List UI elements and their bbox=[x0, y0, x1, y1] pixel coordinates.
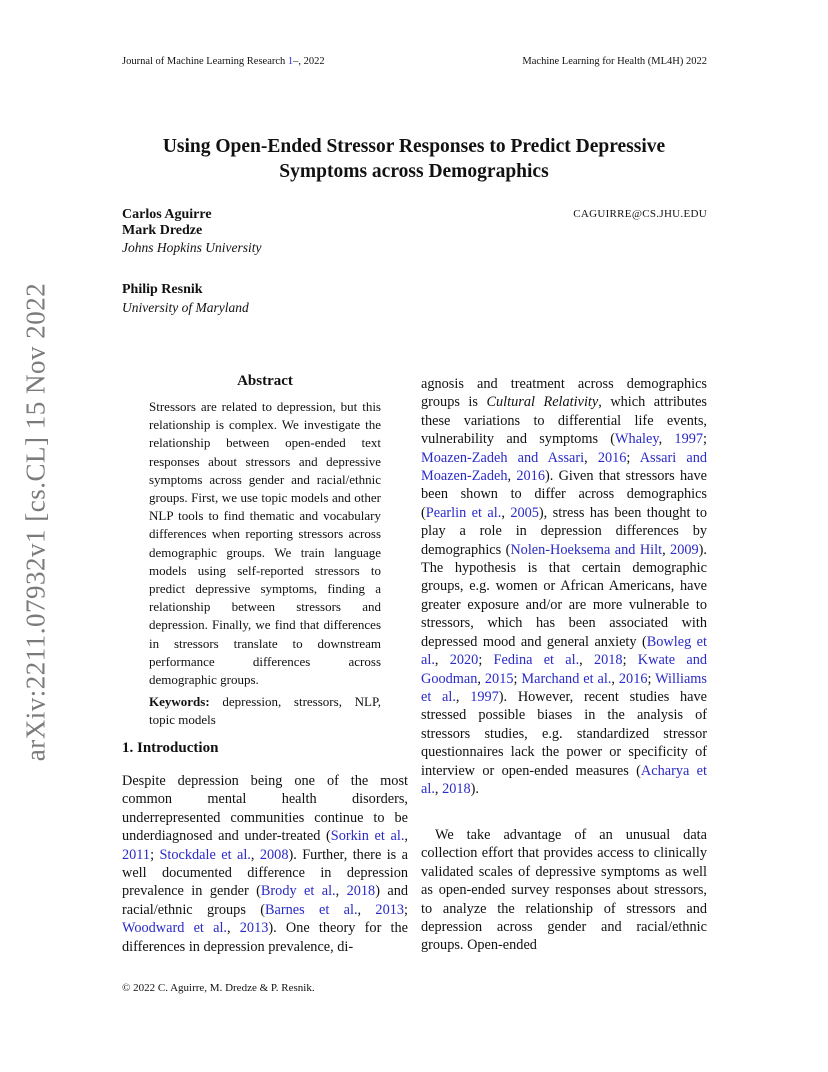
body-text: , bbox=[579, 652, 594, 669]
citation-link[interactable]: 2016 bbox=[516, 468, 545, 485]
body-text: ; bbox=[647, 670, 656, 687]
citation-link[interactable]: 2016 bbox=[618, 670, 648, 687]
keywords-list: depression, stressors, NLP, topic models bbox=[149, 694, 382, 728]
citation-link[interactable]: 2018 bbox=[442, 780, 471, 797]
citation-link[interactable]: Kwate and Goodman bbox=[421, 652, 707, 687]
citation-link[interactable]: 2008 bbox=[259, 846, 289, 863]
citation-link[interactable]: 2020 bbox=[449, 652, 479, 669]
citation-link[interactable]: 2011 bbox=[122, 846, 151, 863]
section-heading-introduction: 1. Introduction bbox=[122, 740, 219, 756]
citation-link[interactable]: Williams et al. bbox=[421, 670, 707, 705]
author-name: Philip Resnik bbox=[122, 282, 203, 297]
body-text: ; bbox=[703, 431, 707, 448]
keywords bbox=[149, 693, 381, 729]
abstract-heading: Abstract bbox=[237, 373, 293, 389]
citation-link[interactable]: Bowleg et al. bbox=[421, 633, 707, 669]
journal-year: –, 2022 bbox=[293, 56, 325, 67]
body-text: agnosis and treatment across demographics groups is bbox=[421, 376, 707, 411]
body-text: , bbox=[335, 883, 347, 900]
volume-link[interactable]: 1 bbox=[287, 56, 294, 67]
body-text: ; bbox=[404, 901, 408, 918]
body-text: Despite depression being one of the most common mental health disorders, underrepresented communities continue to be underdiagnosed and under-treated ( bbox=[122, 773, 408, 845]
citation-link[interactable]: Fedina et al. bbox=[493, 652, 580, 669]
citation-link[interactable]: 2009 bbox=[670, 541, 699, 558]
copyright-footer: © 2022 C. Aguirre, M. Dredze & P. Resnik. bbox=[122, 982, 315, 994]
intro-right-column-paragraph-2: We take advantage of an unusual data collection effort that provides access to clinically validated scales of depressive symptoms as well as open-ended survey responses about stressors, to analyze the relationship of stressors and depression across gender and racial/ethnic groups. Open-ended bbox=[421, 827, 707, 954]
abstract-text: Stressors are related to depression, but this relationship is complex. We investigate the relationship between open-ended text responses about stressors and depressive symptoms across gender and racial/ethnic groups. First, we use topic models and other NLP tools to find thematic and vocabulary differences when reporting stressors across demographic groups. We train language models using self-reported stressors to predict depressive symptoms, finding a relationship between stressors and depression. Finally, we find that differences in stressors translate to downstream performance differences across demographic groups. bbox=[149, 399, 381, 688]
citation-link[interactable]: Pearlin et al. bbox=[425, 504, 502, 521]
citation-link[interactable]: Marchand et al. bbox=[521, 670, 612, 687]
citation-link[interactable]: Barnes et al. bbox=[264, 901, 358, 918]
body-text: ; bbox=[513, 670, 522, 687]
body-text: , bbox=[477, 670, 485, 687]
body-text: , bbox=[662, 541, 671, 558]
citation-link[interactable]: Whaley bbox=[615, 431, 659, 448]
citation-link[interactable]: Stockdale et al. bbox=[159, 846, 251, 863]
citation-link[interactable]: 2018 bbox=[593, 652, 623, 669]
citation-link[interactable]: 2013 bbox=[239, 920, 269, 937]
keywords-label: Keywords: bbox=[149, 694, 210, 710]
body-text: ). bbox=[470, 780, 479, 797]
citation-link[interactable]: Acharya et al. bbox=[421, 762, 708, 797]
citation-link[interactable]: Moazen-Zadeh and Assari bbox=[421, 449, 585, 466]
citation-link[interactable]: 2013 bbox=[375, 901, 405, 918]
body-text: ; bbox=[150, 846, 160, 863]
body-text: ), stress has been thought to play a role in depression differences by demographics ( bbox=[421, 504, 707, 558]
body-text: ) and racial/ethnic groups ( bbox=[122, 883, 408, 918]
citation-link[interactable]: 1997 bbox=[470, 688, 499, 705]
running-head-left bbox=[122, 56, 325, 67]
intro-left-column bbox=[122, 772, 408, 956]
arxiv-stamp: arXiv:2211.07932v1 [cs.CL] 15 Nov 2022 bbox=[20, 282, 51, 762]
citation-link[interactable]: Woodward et al. bbox=[122, 920, 227, 937]
body-text: ; bbox=[626, 449, 640, 466]
author-affiliation: Johns Hopkins University bbox=[122, 240, 262, 255]
body-text: ; bbox=[478, 652, 494, 669]
body-text: , bbox=[611, 670, 619, 687]
body-text: , bbox=[584, 449, 598, 466]
body-text: , bbox=[434, 780, 443, 797]
citation-link[interactable]: 2018 bbox=[346, 883, 376, 900]
citation-link[interactable]: 1997 bbox=[674, 431, 704, 448]
author-affiliation: University of Maryland bbox=[122, 300, 249, 315]
body-text: ). Further, there is a well documented difference in depression prevalence in gender ( bbox=[122, 846, 408, 900]
abstract-body bbox=[149, 398, 381, 730]
running-head-right: Machine Learning for Health (ML4H) 2022 bbox=[522, 56, 707, 67]
body-text: ). The hypothesis is that certain demographic groups, e.g. women or African Americans, have greater exposure and/or are more vulnerable to stressors, which has been associated with depressed mood and general anxiety ( bbox=[421, 541, 707, 650]
body-text: , bbox=[250, 846, 260, 863]
emphasized-term: Cultural Relativity bbox=[486, 394, 599, 411]
citation-link[interactable]: Assari and Moazen-Zadeh bbox=[421, 449, 708, 485]
body-text: , bbox=[455, 688, 471, 705]
body-text: , bbox=[501, 504, 511, 521]
citation-link[interactable]: Brody et al. bbox=[260, 883, 336, 900]
body-text: , bbox=[658, 431, 675, 448]
citation-link[interactable]: 2015 bbox=[484, 670, 514, 687]
journal-name: Journal of Machine Learning Research bbox=[122, 56, 288, 67]
body-text: , bbox=[357, 901, 376, 918]
body-text: ). Given that stressors have been shown to differ across demographics ( bbox=[421, 468, 707, 521]
body-text: ; bbox=[622, 652, 638, 669]
citation-link[interactable]: 2016 bbox=[597, 449, 627, 466]
body-text: , bbox=[434, 652, 450, 669]
citation-link[interactable]: 2005 bbox=[510, 504, 539, 521]
body-text: , bbox=[507, 468, 517, 485]
author-name: Carlos Aguirre bbox=[122, 207, 212, 222]
title-line: Symptoms across Demographics bbox=[279, 161, 549, 182]
author-email[interactable]: CAGUIRRE@CS.JHU.EDU bbox=[573, 208, 707, 220]
body-text: , bbox=[227, 920, 240, 937]
body-text: ). However, recent studies have stressed possible biases in the analysis of stressors studies, e.g. standardized stressor questionnaires lack the power or specificity of interview or open-ended measures ( bbox=[421, 688, 707, 779]
intro-right-column-paragraph bbox=[421, 375, 707, 798]
citation-link[interactable]: Nolen-Hoeksema and Hilt bbox=[510, 541, 663, 558]
title-line: Using Open-Ended Stressor Responses to Predict Depressive bbox=[162, 136, 666, 157]
author-name: Mark Dredze bbox=[122, 223, 203, 238]
paper-title bbox=[0, 134, 828, 184]
body-text: , which attributes these variations to differential life events, vulnerability and symptoms ( bbox=[421, 394, 707, 448]
body-text: , bbox=[404, 828, 408, 845]
citation-link[interactable]: Sorkin et al. bbox=[330, 828, 405, 845]
body-text: ). One theory for the differences in depression prevalence, di- bbox=[122, 920, 408, 955]
